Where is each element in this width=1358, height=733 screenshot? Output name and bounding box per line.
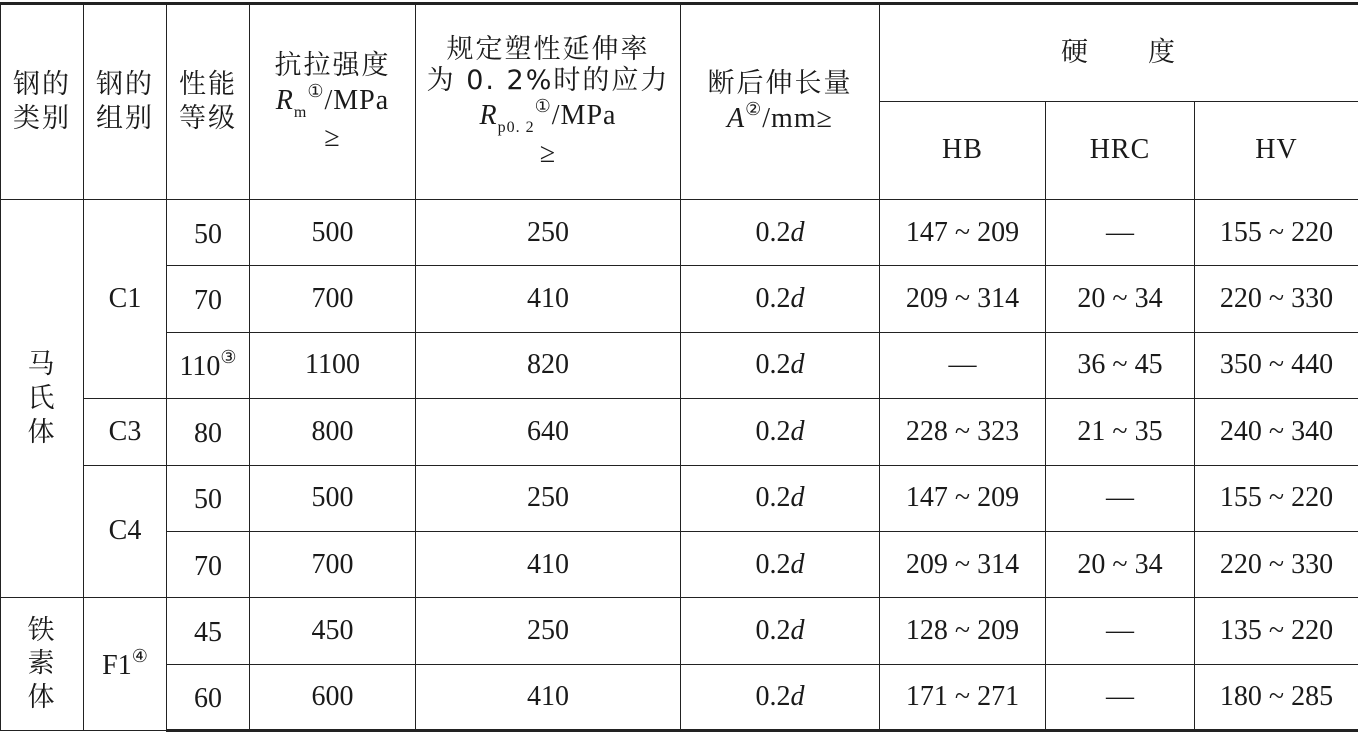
cell-rp: 410	[416, 664, 681, 730]
header-property-grade: 性能等级	[167, 4, 250, 200]
table-row	[1, 598, 1358, 664]
cell-elongation: 0.2d	[681, 332, 880, 398]
cell-hb: 209 ~ 314	[880, 531, 1046, 597]
table-row	[1, 664, 1358, 730]
properties-table	[0, 2, 1358, 732]
cell-elongation: 0.2d	[681, 266, 880, 332]
cell-hrc: —	[1046, 664, 1195, 730]
cell-grade: 50	[167, 465, 250, 531]
cell-rm: 600	[250, 664, 416, 730]
table-row	[1, 465, 1358, 531]
cell-rp: 250	[416, 200, 681, 266]
cell-hb: 147 ~ 209	[880, 200, 1046, 266]
cell-hv: 240 ~ 340	[1195, 399, 1358, 465]
header-hv: HV	[1195, 102, 1358, 200]
cell-rm: 450	[250, 598, 416, 664]
cell-grade: 80	[167, 399, 250, 465]
cell-elongation: 0.2d	[681, 531, 880, 597]
cell-rp: 820	[416, 332, 681, 398]
cell-hb: 128 ~ 209	[880, 598, 1046, 664]
cell-hb: —	[880, 332, 1046, 398]
subgroup-c3: C3	[84, 399, 167, 465]
cell-elongation: 0.2d	[681, 399, 880, 465]
tensile-ge: ≥	[324, 122, 341, 154]
subgroup-f1: F1④	[84, 598, 167, 731]
subgroup-c4: C4	[84, 465, 167, 598]
cell-hb: 147 ~ 209	[880, 465, 1046, 531]
cell-hrc: —	[1046, 200, 1195, 266]
cell-grade: 70	[167, 266, 250, 332]
header-hardness: 硬 度	[880, 4, 1358, 102]
table-row	[1, 266, 1358, 332]
cell-hv: 155 ~ 220	[1195, 465, 1358, 531]
cell-hrc: 36 ~ 45	[1046, 332, 1195, 398]
cell-grade: 60	[167, 664, 250, 730]
cell-hrc: 20 ~ 34	[1046, 531, 1195, 597]
yield-title-1: 规定塑性延伸率	[446, 34, 650, 66]
cell-hrc: —	[1046, 465, 1195, 531]
table-row	[1, 531, 1358, 597]
header-elongation	[681, 4, 880, 200]
cell-grade: 50	[167, 200, 250, 266]
cell-hv: 350 ~ 440	[1195, 332, 1358, 398]
header-hb: HB	[880, 102, 1046, 200]
cell-grade: 110③	[167, 332, 250, 398]
cell-elongation: 0.2d	[681, 664, 880, 730]
cell-elongation: 0.2d	[681, 465, 880, 531]
group-martensite: 马氏体	[1, 200, 84, 598]
cell-hv: 135 ~ 220	[1195, 598, 1358, 664]
cell-rm: 800	[250, 399, 416, 465]
cell-elongation: 0.2d	[681, 200, 880, 266]
cell-hv: 180 ~ 285	[1195, 664, 1358, 730]
header-tensile-strength	[250, 4, 416, 200]
cell-rm: 500	[250, 465, 416, 531]
yield-ge: ≥	[539, 137, 557, 169]
table-row	[1, 200, 1358, 266]
tensile-title: 抗拉强度	[274, 49, 391, 81]
cell-hrc: 21 ~ 35	[1046, 399, 1195, 465]
cell-hrc: 20 ~ 34	[1046, 266, 1195, 332]
elongation-symbol: A②/mm≥	[727, 99, 833, 135]
table-row	[1, 332, 1358, 398]
cell-hv: 155 ~ 220	[1195, 200, 1358, 266]
cell-rm: 500	[250, 200, 416, 266]
elongation-title: 断后伸长量	[707, 68, 853, 100]
yield-symbol: $R_{p0. 2}^①$/MPa	[479, 96, 617, 137]
cell-rm: 1100	[250, 332, 416, 398]
cell-hb: 209 ~ 314	[880, 266, 1046, 332]
cell-elongation: 0.2d	[681, 598, 880, 664]
header-steel-group: 钢的组别	[84, 4, 167, 200]
cell-rp: 640	[416, 399, 681, 465]
cell-rm: 700	[250, 266, 416, 332]
header-steel-category: 钢的类别	[1, 4, 84, 200]
header-yield-stress	[416, 4, 681, 200]
cell-hv: 220 ~ 330	[1195, 266, 1358, 332]
cell-rp: 410	[416, 531, 681, 597]
header-hrc: HRC	[1046, 102, 1195, 200]
yield-title-2: 为 0. 2%时的应力	[426, 65, 670, 97]
group-ferrite: 铁素体	[1, 598, 84, 731]
cell-rp: 250	[416, 465, 681, 531]
subgroup-c1: C1	[84, 200, 167, 399]
table-row	[1, 399, 1358, 465]
cell-hv: 220 ~ 330	[1195, 531, 1358, 597]
cell-hrc: —	[1046, 598, 1195, 664]
cell-hb: 171 ~ 271	[880, 664, 1046, 730]
cell-hb: 228 ~ 323	[880, 399, 1046, 465]
cell-rp: 250	[416, 598, 681, 664]
cell-grade: 45	[167, 598, 250, 664]
cell-grade: 70	[167, 531, 250, 597]
cell-rm: 700	[250, 531, 416, 597]
tensile-symbol: $R_m^①$/MPa	[275, 80, 390, 121]
cell-rp: 410	[416, 266, 681, 332]
